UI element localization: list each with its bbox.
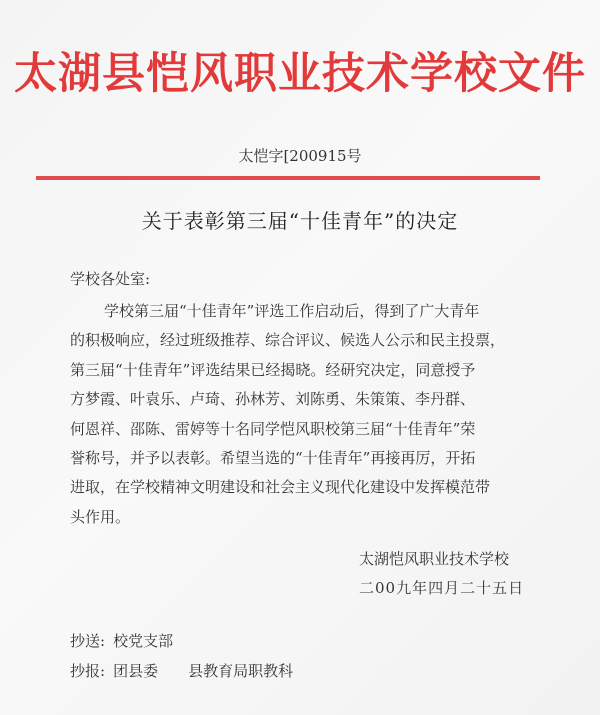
header-divider	[36, 176, 540, 180]
document-body	[70, 297, 550, 532]
salutation: 学校各处室:	[70, 270, 151, 288]
report-to-recipient: 县教育局职教科	[188, 662, 294, 680]
body-line: 第三届“十佳青年”评选结果已经揭晓。经研究决定，同意授予	[70, 360, 476, 379]
report-to-line	[70, 660, 293, 681]
body-line: 誉称号，并予以表彰。希望当选的“十佳青年”再接再厉，开拓	[70, 449, 476, 468]
body-line: 学校第三届“十佳青年”评选工作启动后，得到了广大青年	[104, 302, 480, 320]
body-line: 的积极响应，经过班级推荐、综合评议、候选人公示和民主投票，	[70, 331, 506, 350]
report-to-label: 抄报:	[70, 662, 106, 680]
report-to-recipient: 团县委	[113, 662, 159, 680]
copy-to-recipient: 校党支部	[113, 632, 174, 650]
copy-to-line	[70, 630, 173, 651]
body-line: 方梦霞、叶袁乐、卢琦、孙林芳、刘陈勇、朱策策、李丹群、	[70, 390, 476, 409]
document-subject: 关于表彰第三届“十佳青年”的决定	[141, 209, 459, 233]
body-line: 头作用。	[70, 507, 131, 526]
body-line: 进取，在学校精神文明建设和社会主义现代化建设中发挥模范带	[70, 478, 491, 497]
document-number: 太恺字[200915号	[238, 147, 362, 165]
body-line: 何恩祥、邵陈、雷婷等十名同学恺风职校第三届“十佳青年”荣	[70, 419, 476, 438]
signature-organization: 太湖恺风职业技术学校	[359, 550, 510, 568]
document-header-title: 太湖县恺风职业技术学校文件	[14, 49, 586, 99]
signature-date: 二00九年四月二十五日	[359, 579, 525, 597]
copy-to-label: 抄送:	[70, 632, 106, 650]
